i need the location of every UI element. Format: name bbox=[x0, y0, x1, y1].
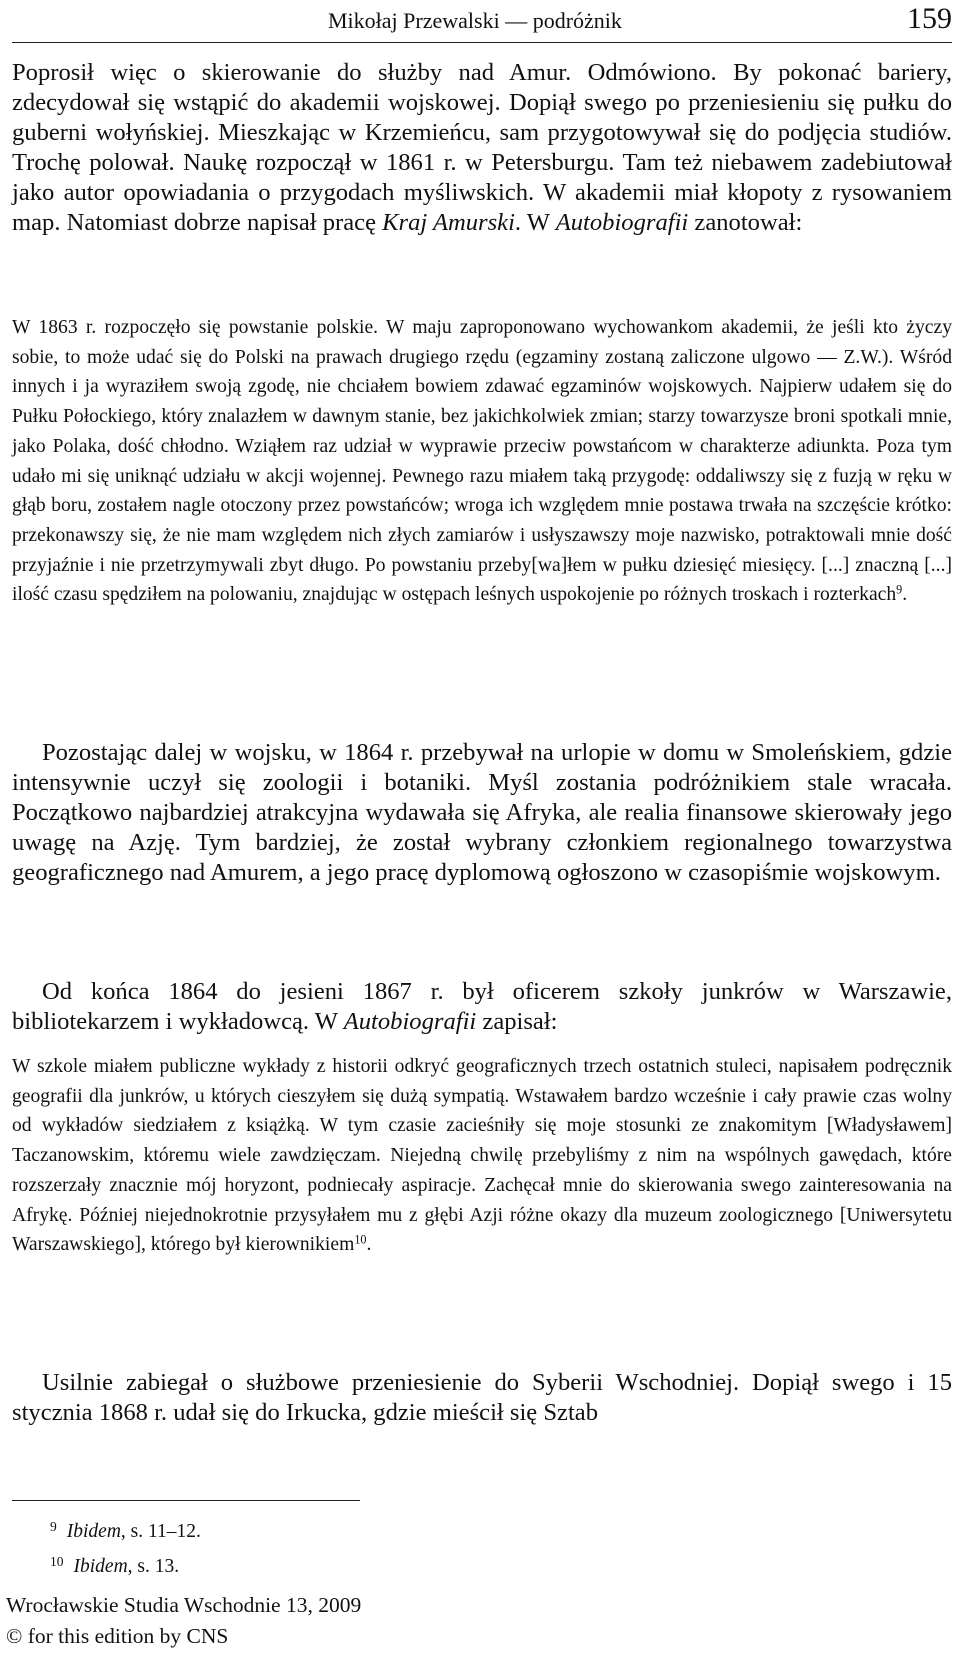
block-quote-1-text: W 1863 r. rozpoczęło się powstanie polskie. W maju zaproponowano wychowankom akademii, że jeśli kto życzy sobie, to może udać się do Polski na prawach drugiego rzędu (egzaminy zostaną zaliczone ulgowo — Z.W.). Wśród innych i ja wyraziłem swoją zgodę, nie chciałem bowiem zdawać egzaminów wojskowych. Najpierw udałem się do Pułku Połockiego, który znalazłem w dawnym stanie, bez jakichkolwiek zmian; starzy towarzysze broni spotkali mnie, jako Polaka, dość chłodno. Wziąłem raz udział w wyprawie przeciw powstańcom w charakterze adiunkta. Poza tym udało mi się uniknąć udziału w akcji wojennej. Pewnego razu miałem taką przygodę: oddaliwszy się z fuzją w ręku w głąb boru, zostałem nagle otoczony przez powstańców; wroga ich względem mnie postawa trwała na szczęście krótko: przekonawszy się, że nie mam względem nich złych zamiarów i usłyszawszy moje nazwisko, potraktowali mnie dość przyjaźnie i nie przetrzymywali zbyt długo. Po powstaniu przeby[wa]łem w pułku dziesięć miesięcy. [...] znaczną [...] ilość czasu spędziłem na polowaniu, znajdując w ostępach leśnych uspokojenie po różnych troskach i rozterkach bbox=[12, 317, 952, 606]
paragraph-1-text: Poprosił więc o skierowanie do służby nad Amur. Odmówiono. By pokonać bariery, zdecydował się wstąpić do akademii wojskowej. Dopiął swego po przeniesieniu się pułku do guberni wołyńskiej. Mieszkając w Krzemieńcu, sam przygotowywał się do podjęcia studiów. Trochę polował. Naukę rozpoczął w 1861 r. w Petersburgu. Tam też niebawem zadebiutował jako autor opowiadania o przygodach myśliwskich. W akademii miał kłopoty z rysowaniem map. Natomiast dobrze napisał pracę bbox=[12, 59, 952, 236]
page-footer bbox=[6, 1590, 361, 1652]
block-quote-1 bbox=[12, 313, 952, 610]
paragraph-3-text-2: zapisał: bbox=[476, 1007, 558, 1035]
block-quote-1-end: . bbox=[902, 584, 908, 606]
footnote-ibidem: Ibidem bbox=[66, 1521, 121, 1542]
footnote-10 bbox=[50, 1547, 201, 1582]
block-quote-2-end: . bbox=[366, 1234, 372, 1256]
footnote-ibidem: Ibidem bbox=[73, 1556, 128, 1577]
footnote-ref-10: 10 bbox=[354, 1232, 367, 1247]
paragraph-3-text: Od końca 1864 do jesieni 1867 r. był oficerem szkoły junkrów w Warszawie, bibliotekarzem i wykładowcą. W bbox=[12, 978, 952, 1035]
title-autobiografia-2: Autobiografii bbox=[343, 1007, 477, 1035]
block-quote-2-text: W szkole miałem publiczne wykłady z historii odkryć geograficznych trzech ostatnich stuleci, napisałem podręcznik geografii dla junkrów, u których cieszyłem się dużą sympatią. Wstawałem bardzo wcześnie i cały prawie czas wolny od wykładów siedziałem z książką. W tym czasie zacieśniły się moje stosunki ze znakomitym [Władysławem] Taczanowskim, któremu wiele zawdzięczam. Niejedną chwilę przebyliśmy z nim na wspólnych gawędach, które rozszerzały znacznie mój horyzont, podniecały aspiracje. Zachęcał mnie do skierowania swego zainteresowania na Afrykę. Później niejednokrotnie przysyłałem mu z głębi Azji różne okazy dla muzeum zoologicznego [Uniwersytetu Warszawskiego], którego był kierownikiem bbox=[12, 1056, 952, 1256]
footnote-number: 10 bbox=[50, 1554, 64, 1569]
footnote-number: 9 bbox=[50, 1519, 57, 1534]
paragraph-1-text-3: zanotował: bbox=[688, 208, 803, 236]
copyright-notice: © for this edition by CNS bbox=[6, 1624, 229, 1648]
paragraph-3 bbox=[12, 977, 952, 1037]
journal-citation: Wrocławskie Studia Wschodnie 13, 2009 bbox=[6, 1593, 362, 1617]
paragraph-4-text: Usilnie zabiegał o służbowe przeniesienie do Syberii Wschodniej. Dopiął swego i 15 stycznia 1868 r. udał się do Irkucka, gdzie mieścił się Sztab bbox=[12, 1369, 952, 1426]
footnote-9 bbox=[50, 1512, 201, 1547]
running-head: Mikołaj Przewalski — podróżnik bbox=[328, 8, 622, 33]
footnote-rule bbox=[12, 1500, 360, 1501]
paragraph-2 bbox=[12, 738, 952, 888]
paragraph-1 bbox=[12, 58, 952, 237]
title-autobiografia: Autobiografii bbox=[555, 208, 689, 236]
paragraph-2-text: Pozostając dalej w wojsku, w 1864 r. przebywał na urlopie w domu w Smoleńskiem, gdzie intensywnie uczył się zoologii i botaniki. Myśl zostania podróżnikiem stale wracała. Początkowo najbardziej atrakcyjna wydawała się Afryka, ale realia finansowe skierowały jego uwagę na Azję. Tym bardziej, że został wybrany członkiem regionalnego towarzystwa geograficznego nad Amurem, a jego pracę dyplomową ogłoszono w czasopiśmie wojskowym. bbox=[12, 739, 952, 886]
footnotes bbox=[50, 1512, 201, 1582]
title-kraj-amurski: Kraj Amurski bbox=[382, 208, 515, 236]
block-quote-2 bbox=[12, 1052, 952, 1260]
footnote-ref-9: 9 bbox=[896, 582, 903, 597]
header-rule bbox=[12, 42, 952, 43]
page-header bbox=[12, 0, 952, 40]
footnote-text: , s. 11–12. bbox=[120, 1521, 201, 1542]
paragraph-1-text-2: . W bbox=[514, 208, 556, 236]
paragraph-4 bbox=[12, 1368, 952, 1428]
page-number: 159 bbox=[907, 2, 952, 35]
footnote-text: , s. 13. bbox=[127, 1556, 180, 1577]
